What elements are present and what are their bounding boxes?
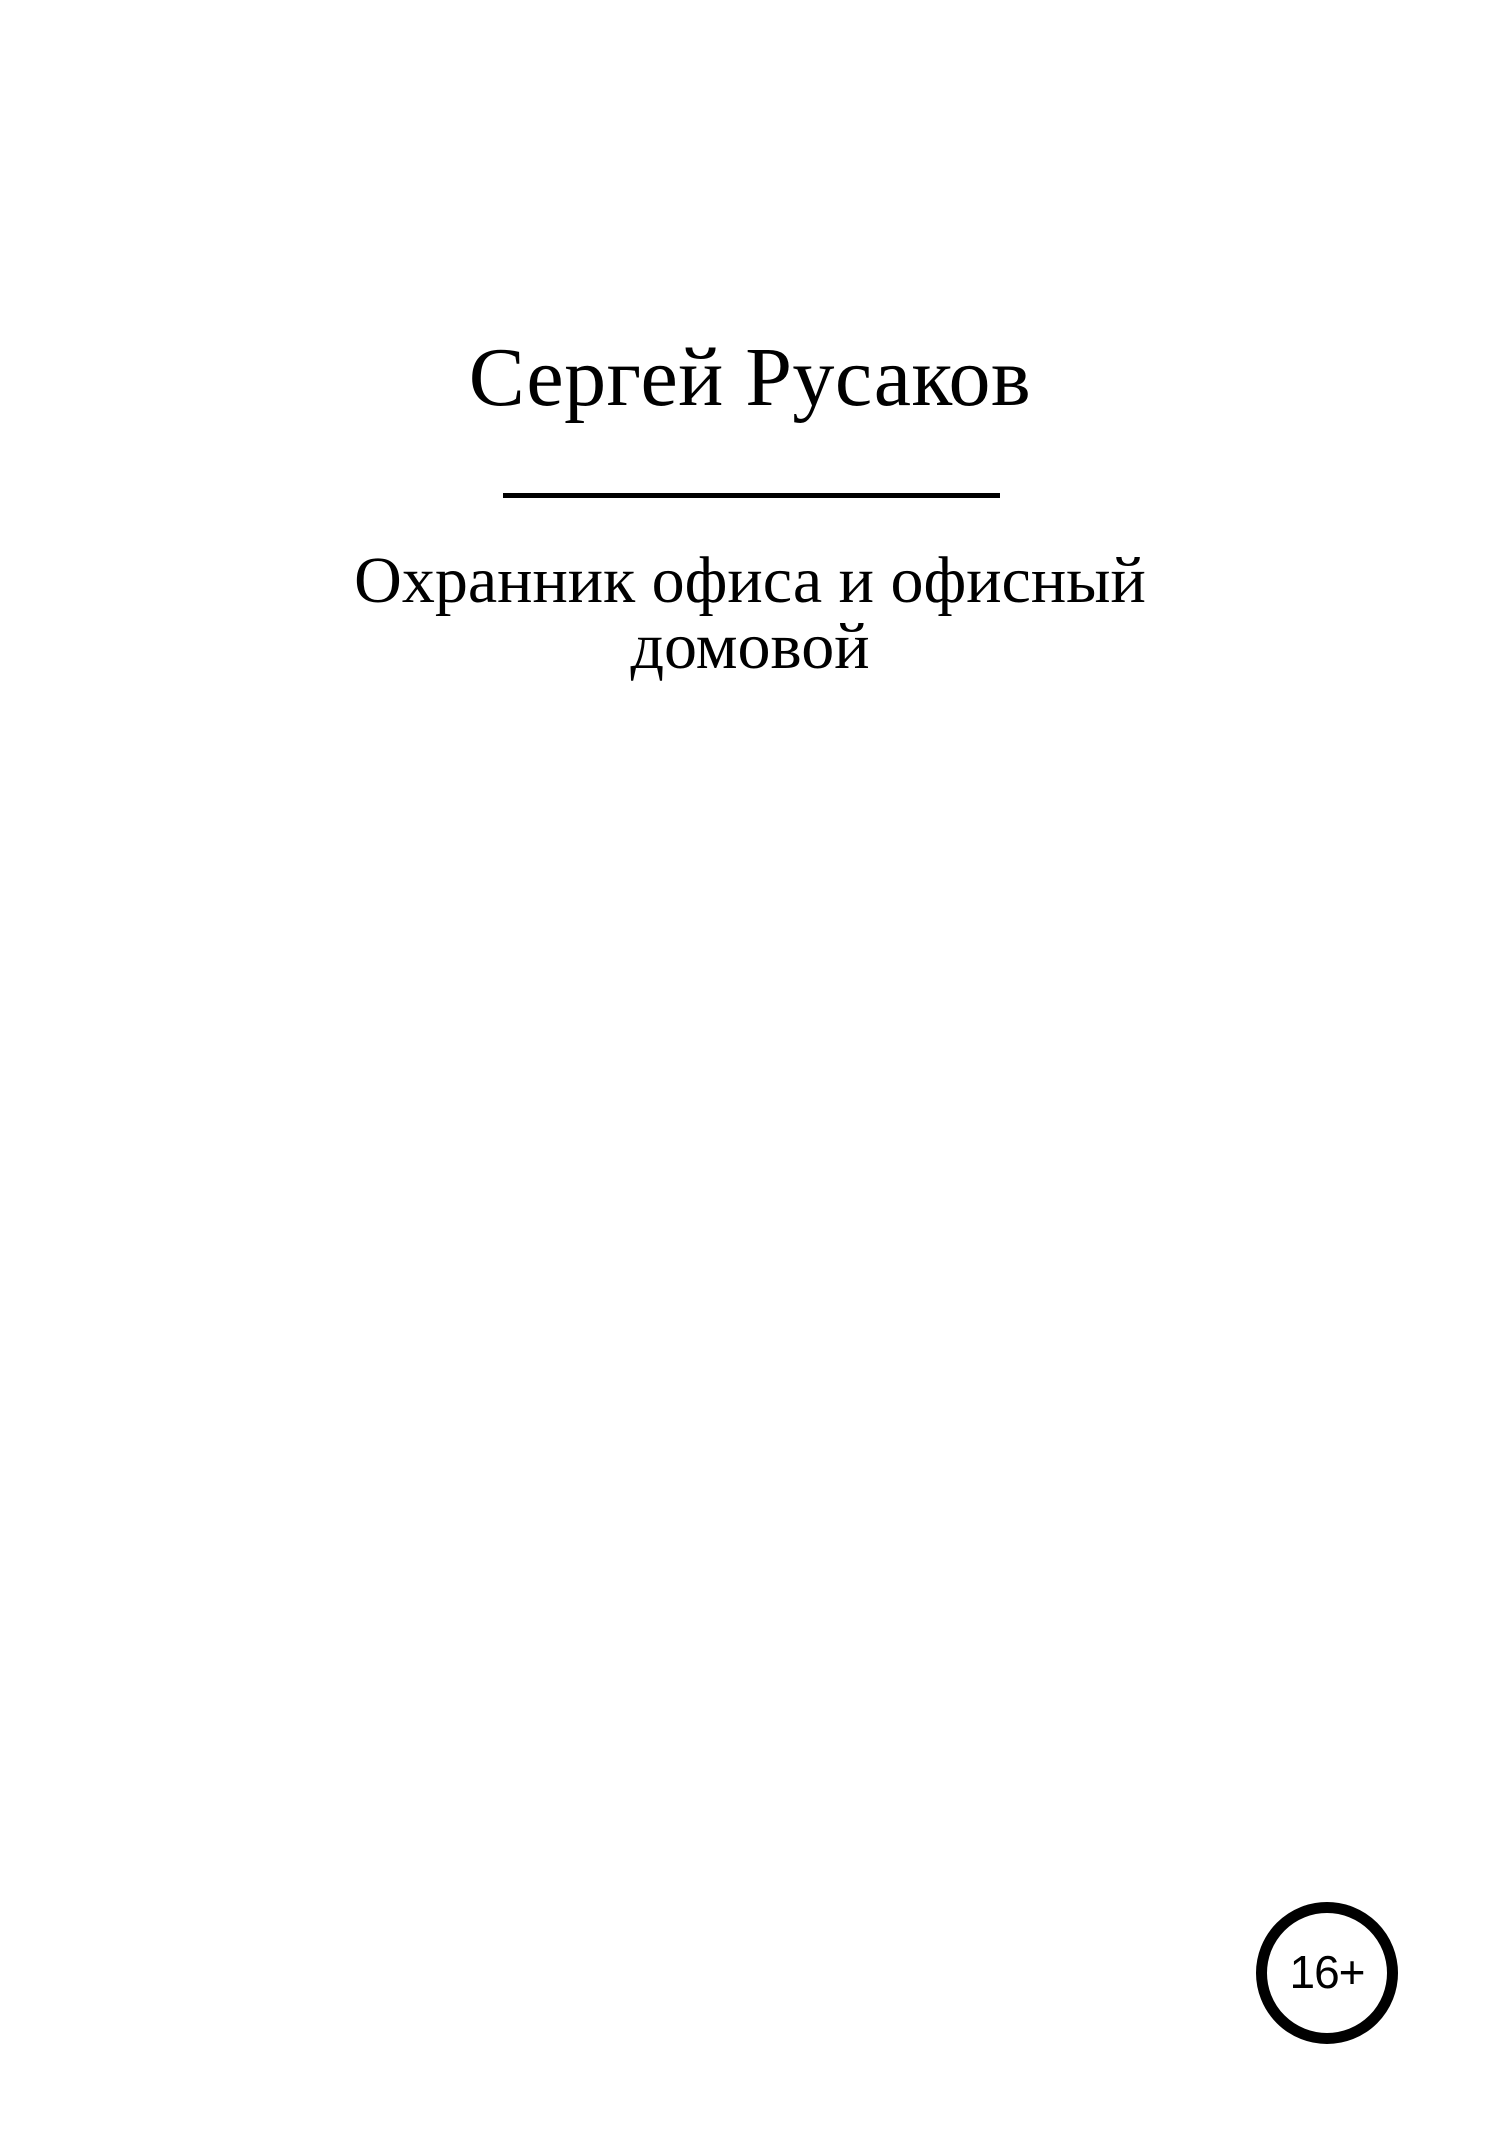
book-title: Охранник офиса и офисный домовой <box>354 544 1146 683</box>
title-divider-rule <box>503 493 1000 498</box>
age-rating-badge <box>1256 1902 1398 2044</box>
author-name: Сергей Русаков <box>468 331 1032 424</box>
age-rating-label: 16+ <box>1289 1946 1365 1998</box>
